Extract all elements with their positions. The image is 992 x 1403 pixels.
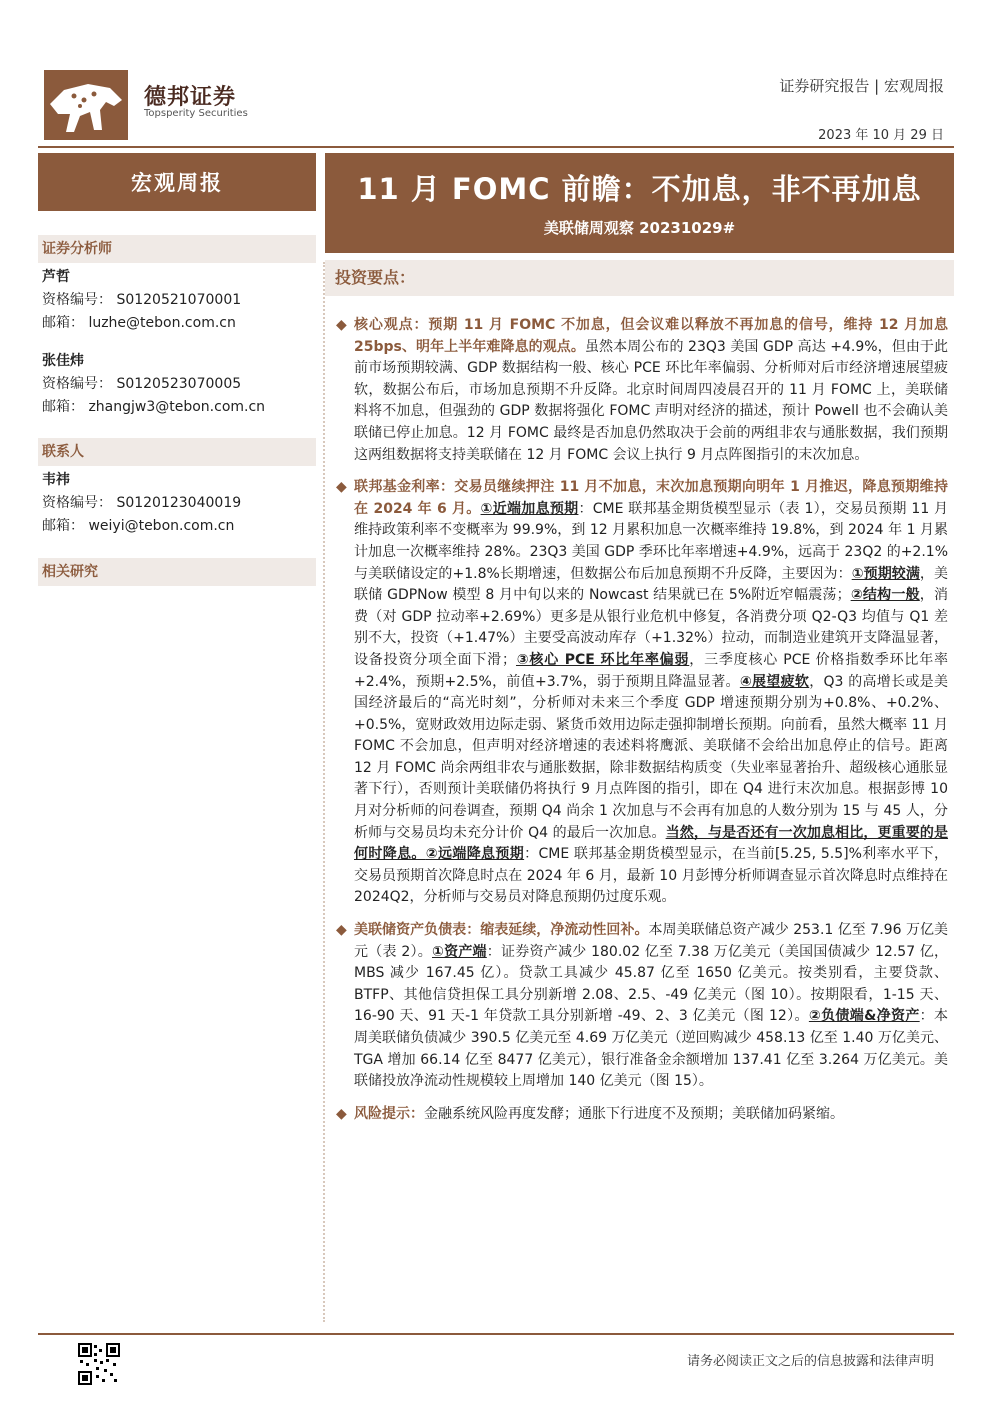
analyst-email[interactable]: 邮箱： zhangjw3@tebon.com.cn [42,399,266,415]
analyst-cert: 资格编号： S0120523070005 [42,376,242,392]
report-category-banner: 宏观周报 [38,153,316,211]
core-view-section [336,315,948,466]
balance-sheet-section [336,920,948,1093]
section-text: ：本周美联储负债减少 390.5 亿美元至 4.69 万亿美元（逆回购减少 458.13 亿至 1.40 万亿美元、TGA 增加 66.14 亿至 8477 亿美元），银行准备金余额增加 137.41 亿至 3.264 万亿美元。美联储投放净流动性规模较上周增加 140 亿美元（图 15）。 [354,1008,949,1090]
section-text: ，Q3 的高增长或是美国经济最后的“高光时刻”，分析师对未来三个季度 GDP 增速预期分别为+0.8%、+0.2%、+0.5%，宽财政效用边际走弱、紧货币效用边际走强抑制增长预期。向前看，虽然大概率 11 月 FOMC 不会加息，但声明对经济增速的表述料将鹰派、美联储不会给出加息停止的信号。距离 12 月 FOMC 尚余两组非农与通胀数据，除非数据结构质变（失业率显著抬升、超级核心通胀显著下行），否则预计美联储仍将执行 9 月点阵图的指引，即在 Q4 进行末次加息。根据彭博 10 月对分析师的问卷调查，预期 Q4 尚余 1 次加息与不会再有加息的人数分别为 15 与 45 人，分析师与交易员均未充分计价 Q4 的最后一次加息。 [354,673,948,841]
footer-divider [38,1333,954,1335]
contact-name: 韦祎 [42,472,70,488]
section-text: ，三季度核心 PCE 价格指数季环比年率+2.4%，预期+2.5%，前值+3.7%，弱于预期且降温显著。 [354,651,948,690]
section-lead: 核心观点：预期 11 月 FOMC 不加息，但会议难以释放不再加息的信号，维持 12 月加息 25bps、明年上半年难降息的观点。 [354,317,948,355]
bullet-icon: ◆ [336,317,347,333]
report-subtitle: 美联储周观察 20231029# [543,219,736,237]
bullet-icon: ◆ [336,479,347,496]
analyst-cert: 资格编号： S0120521070001 [42,292,242,308]
report-title: 11 月 FOMC 前瞻：不加息，非不再加息 [357,172,922,206]
qr-code-icon[interactable] [78,1343,120,1385]
investment-highlights [336,315,948,1136]
contact-email[interactable]: 邮箱： weiyi@tebon.com.cn [42,518,235,534]
bullet-icon: ◆ [336,922,347,939]
analyst-name: 张佳炜 [42,353,84,369]
brand-name-cn: 德邦证券 [144,85,237,110]
section-text: ，美联储 GDPNow 模型 8 月中旬以来的 Nowcast 结果就已在 5%附近窄幅震荡； [354,565,948,604]
keypoint: ③核心 PCE 环比年率偏弱 [515,651,690,668]
section-text: ，消费（对 GDP 拉动率+2.69%）更多是从银行业危机中修复，各消费分项 Q2-Q3 均值与 Q1 差别不大，投资（+1.47%）主要受高波动库存（+1.32%）拉动，而制造业建筑开支降温显著，设备投资分项全面下滑； [354,587,949,668]
bullet-icon: ◆ [336,1105,347,1122]
report-date: 2023 年 10 月 29 日 [818,128,944,143]
analyst-card [42,350,312,419]
contact-card [42,469,312,538]
analyst-name: 芦哲 [42,269,70,285]
related-research-heading: 相关研究 [38,558,316,586]
analysts-heading: 证券分析师 [38,235,316,263]
section-body: 金融系统风险再度发酵；通胀下行进度不及预期；美联储加码紧缩。 [424,1105,844,1122]
legal-disclaimer: 请务必阅读正文之后的信息披露和法律声明 [686,1354,934,1369]
investment-highlights-heading: 投资要点： [325,260,954,296]
brand-name-en: Topsperity Securities [144,108,248,119]
section-lead: 联邦基金利率：交易员继续押注 11 月不加息，末次加息预期向明年 1 月推迟，降息预期维持在 2024 年 6 月。 [354,479,948,517]
keypoint: ①近端加息预期 [480,500,579,517]
keypoint: ①预期较满 [851,565,920,582]
fed-funds-rate-section [336,477,948,909]
contact-cert: 资格编号： S0120123040019 [42,495,242,511]
analyst-card [42,266,312,335]
keypoint: ④展望疲软 [739,673,810,690]
analyst-email[interactable]: 邮箱： luzhe@tebon.com.cn [42,315,236,331]
report-type: 证券研究报告 | 宏观周报 [779,77,944,95]
keypoint: 当然，与是否还有一次加息相比，更重要的是何时降息。 [354,824,949,863]
keypoint: ②结构一般 [850,587,920,604]
section-text: ：证券资产减少 180.02 亿至 7.38 万亿美元（美国国债减少 12.57 亿，MBS 减少 167.45 亿）。贷款工具减少 45.87 亿至 1650 亿美元。按类别看，主要贷款、BTFP、其他信贷担保工具分别新增 2.08、2.5、-49 亿美元（图 10）。按期限看，1-15 天、16-90 天、91 天-1 年贷款工具分别新增 -49、2、3 亿美元（图 12）。 [354,943,949,1025]
keypoint: ②远端降息预期 [425,846,525,863]
title-banner [325,153,954,253]
section-lead: 美联储资产负债表：缩表延续，净流动性回补。 [354,922,649,939]
keypoint: ①资产端 [432,943,487,960]
keypoint: ②负债端&净资产 [808,1008,920,1025]
column-divider [323,262,325,1322]
risk-section [336,1104,948,1126]
header-divider [38,146,954,148]
section-text: ：CME 联邦基金期货模型显示，在当前[5.25, 5.5]%利率水平下，交易员预期首次降息时点在 2024 年 6 月，最新 10 月彭博分析师调查显示首次降息时点维持在 2024Q2，分析师与交易员对降息预期仍过度乐观。 [354,846,949,906]
section-lead: 风险提示： [354,1105,424,1122]
leopard-logo-icon [44,70,128,140]
section-text: ：CME 联邦基金期货模型显示（表 1），交易员预期 11 月维持政策利率不变概率为 99.9%，到 12 月累积加息一次概率维持 19.8%，到 2024 年 1 月累计加息一次概率维持 28%。23Q3 美国 GDP 季环比年率增速+4.9%，远高于 23Q2 的+2.1%与美联储设定的+1.8%长期增速，但数据公布后加息预期不升反降，主要因为： [354,500,948,582]
contact-heading: 联系人 [38,438,316,466]
section-text: 本周美联储总资产减少 253.1 亿至 7.96 万亿美元（表 2）。 [354,922,948,960]
tebon-logo [44,70,248,140]
section-body: 虽然本周公布的 23Q3 美国 GDP 高达 +4.9%，但由于此前市场预期较满、GDP 数据结构一般、核心 PCE 环比年率偏弱、分析师对后市经济增速展望疲软，数据公布后，市场加息预期不升反降。北京时间周四凌晨召开的 11 月 FOMC 上，美联储料将不加息，但强劲的 GDP 数据将强化 FOMC 声明对经济的描述，预计 Powell 也不会确认美联储已停止加息。12 月 FOMC 最终是否加息仍然取决于会前的两组非农与通胀数据，我们预期这两组数据将支持美联储在 12 月 FOMC 会议上执行 9 月点阵图指引的末次加息。 [354,338,948,463]
